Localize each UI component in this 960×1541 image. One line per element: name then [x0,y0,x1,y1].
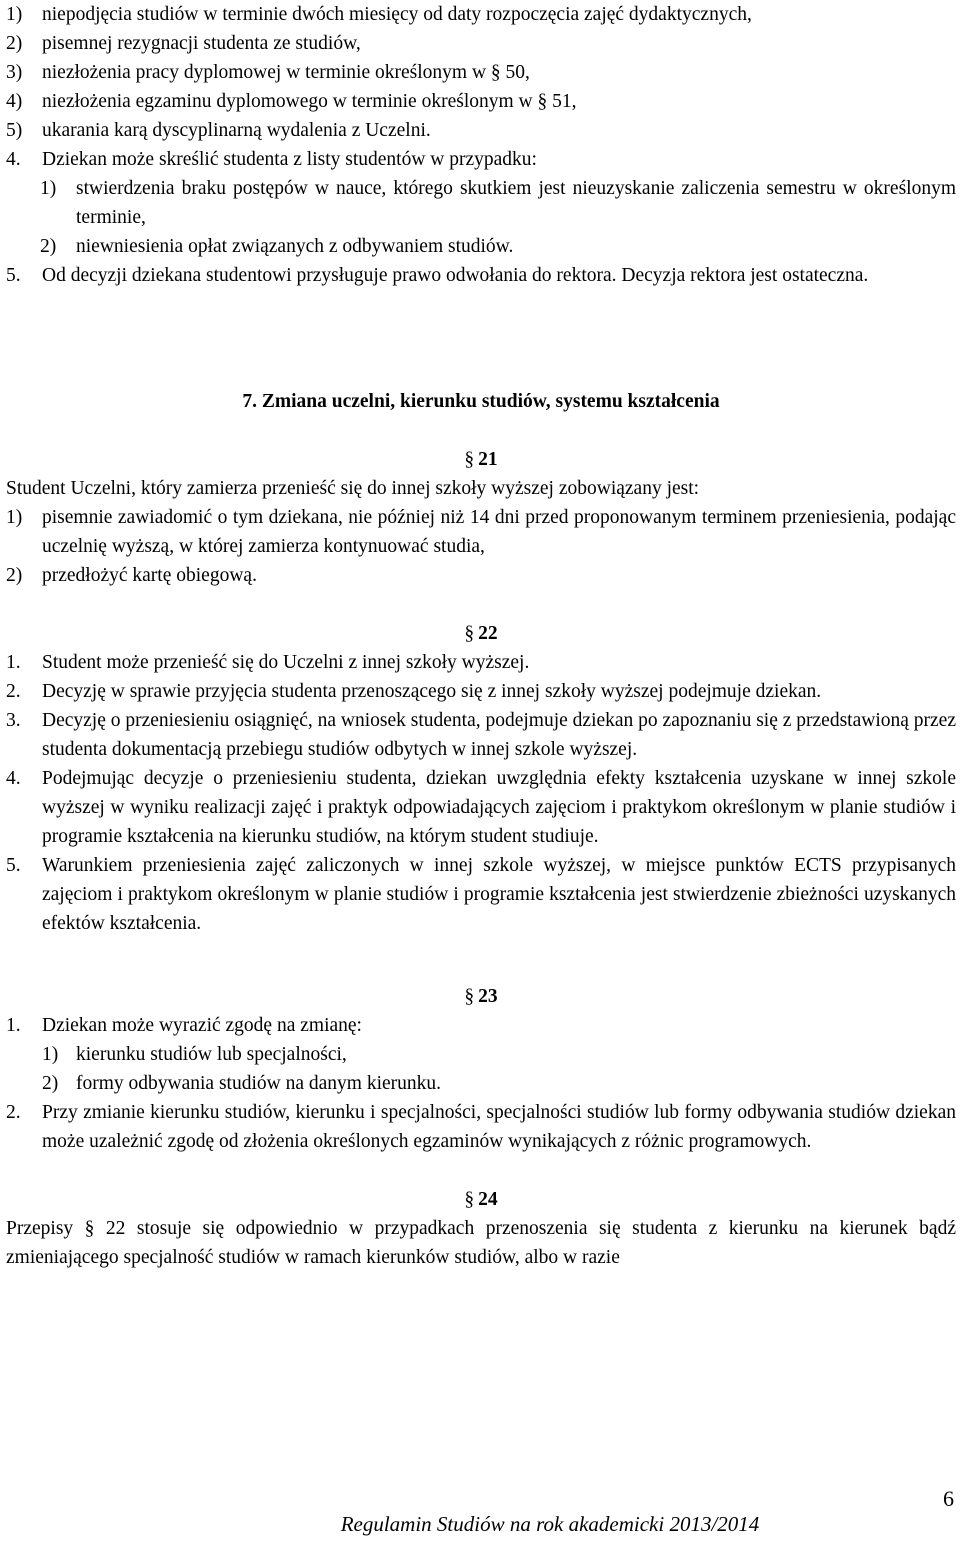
point-5: 5. Od decyzji dziekana studentowi przysługuje prawo odwołania do rektora. Decyzja rektora jest ostateczna. [6,265,869,286]
section-24-text: Przepisy § 22 stosuje się odpowiednio w przypadkach przenoszenia się studenta z kierunku na kierunek bądź zmieniającego specjalność studiów w ramach kierunków studiów, albo w razie [6,1218,956,1268]
section-heading-23: § 23 [464,986,498,1007]
list-item: 1) pisemnie zawiadomić o tym dziekana, nie później niż 14 dni przed proponowanym terminem przeniesienia, podając uczelnię wyższą, w której zamierza kontynuować studia, [6,507,956,557]
list-item: 1. Student może przenieść się do Uczelni z innej szkoły wyższej. [6,652,530,673]
list-item: 2) niewniesienia opłat związanych z odbywaniem studiów. [40,236,514,257]
list-item: 1) stwierdzenia braku postępów w nauce, którego skutkiem jest nieuzyskanie zaliczenia semestru w określonym terminie, [40,178,956,228]
section-heading-21: § 21 [464,449,498,470]
point-4: 4. Dziekan może skreślić studenta z listy studentów w przypadku: [6,149,537,170]
list-item: 4) niezłożenia egzaminu dyplomowego w terminie określonym w § 51, [6,91,577,112]
spacer [6,290,956,387]
document-page [6,0,956,1272]
list-item: 1) niepodjęcia studiów w terminie dwóch miesięcy od daty rozpoczęcia zajęć dydaktycznych, [6,4,752,25]
list-item: 2. Decyzję w sprawie przyjęcia studenta przenoszącego się z innej szkoły wyższej podejmuje dziekan. [6,681,822,702]
list-item: 1. Dziekan może wyrazić zgodę na zmianę: [6,1015,362,1036]
section-heading-24: § 24 [464,1189,498,1210]
list-item: 5) ukarania karą dyscyplinarną wydalenia z Uczelni. [6,120,431,141]
list-item: 4. Podejmując decyzje o przeniesieniu studenta, dziekan uwzględnia efekty kształcenia uzyskane w innej szkole wyższej w wyniku realizacji zajęć i praktyk odpowiadających zajęciom i praktykom określonym w planie studiów i programie kształcenia na kierunku studiów, na którym student studiuje. [6,768,956,847]
page-number: 6 [943,1486,954,1511]
spacer [6,1156,956,1185]
list-item: 2) pisemnej rezygnacji studenta ze studiów, [6,33,361,54]
section-21-intro: Student Uczelni, który zamierza przenieść się do innej szkoły wyższej zobowiązany jest: [6,478,700,499]
list-item: 2) formy odbywania studiów na danym kierunku. [42,1073,442,1094]
page-footer: Regulamin Studiów na rok akademicki 2013/2014 [340,1512,760,1536]
spacer [6,590,956,619]
removal-reasons-list [6,0,956,145]
spacer [6,416,956,445]
list-item: 1) kierunku studiów lub specjalności, [42,1044,347,1065]
list-item: 3) niezłożenia pracy dyplomowej w terminie określonym w § 50, [6,62,530,83]
section-heading-22: § 22 [464,623,498,644]
list-item: 3. Decyzję o przeniesieniu osiągnięć, na wniosek studenta, podejmuje dziekan po zapoznaniu się z przedstawioną przez studenta dokumentacją przebiegu studiów odbytych w innej szkole wyższej. [6,710,956,760]
list-item: 2. Przy zmianie kierunku studiów, kierunku i specjalności, specjalności studiów lub formy odbywania studiów dziekan może uzależnić zgodę od złożenia określonych egzaminów wynikających z różnic programowych. [6,1102,956,1152]
list-item: 5. Warunkiem przeniesienia zajęć zaliczonych w innej szkole wyższej, w miejsce punktów ECTS przypisanych zajęciom i praktykom określonym w planie studiów i programie kształcenia jest stwierdzenie zbieżności uzyskanych efektów kształcenia. [6,855,956,934]
chapter-heading: 7. Zmiana uczelni, kierunku studiów, systemu kształcenia [242,391,720,412]
list-item: 2) przedłożyć kartę obiegową. [6,565,257,586]
spacer [6,938,956,982]
